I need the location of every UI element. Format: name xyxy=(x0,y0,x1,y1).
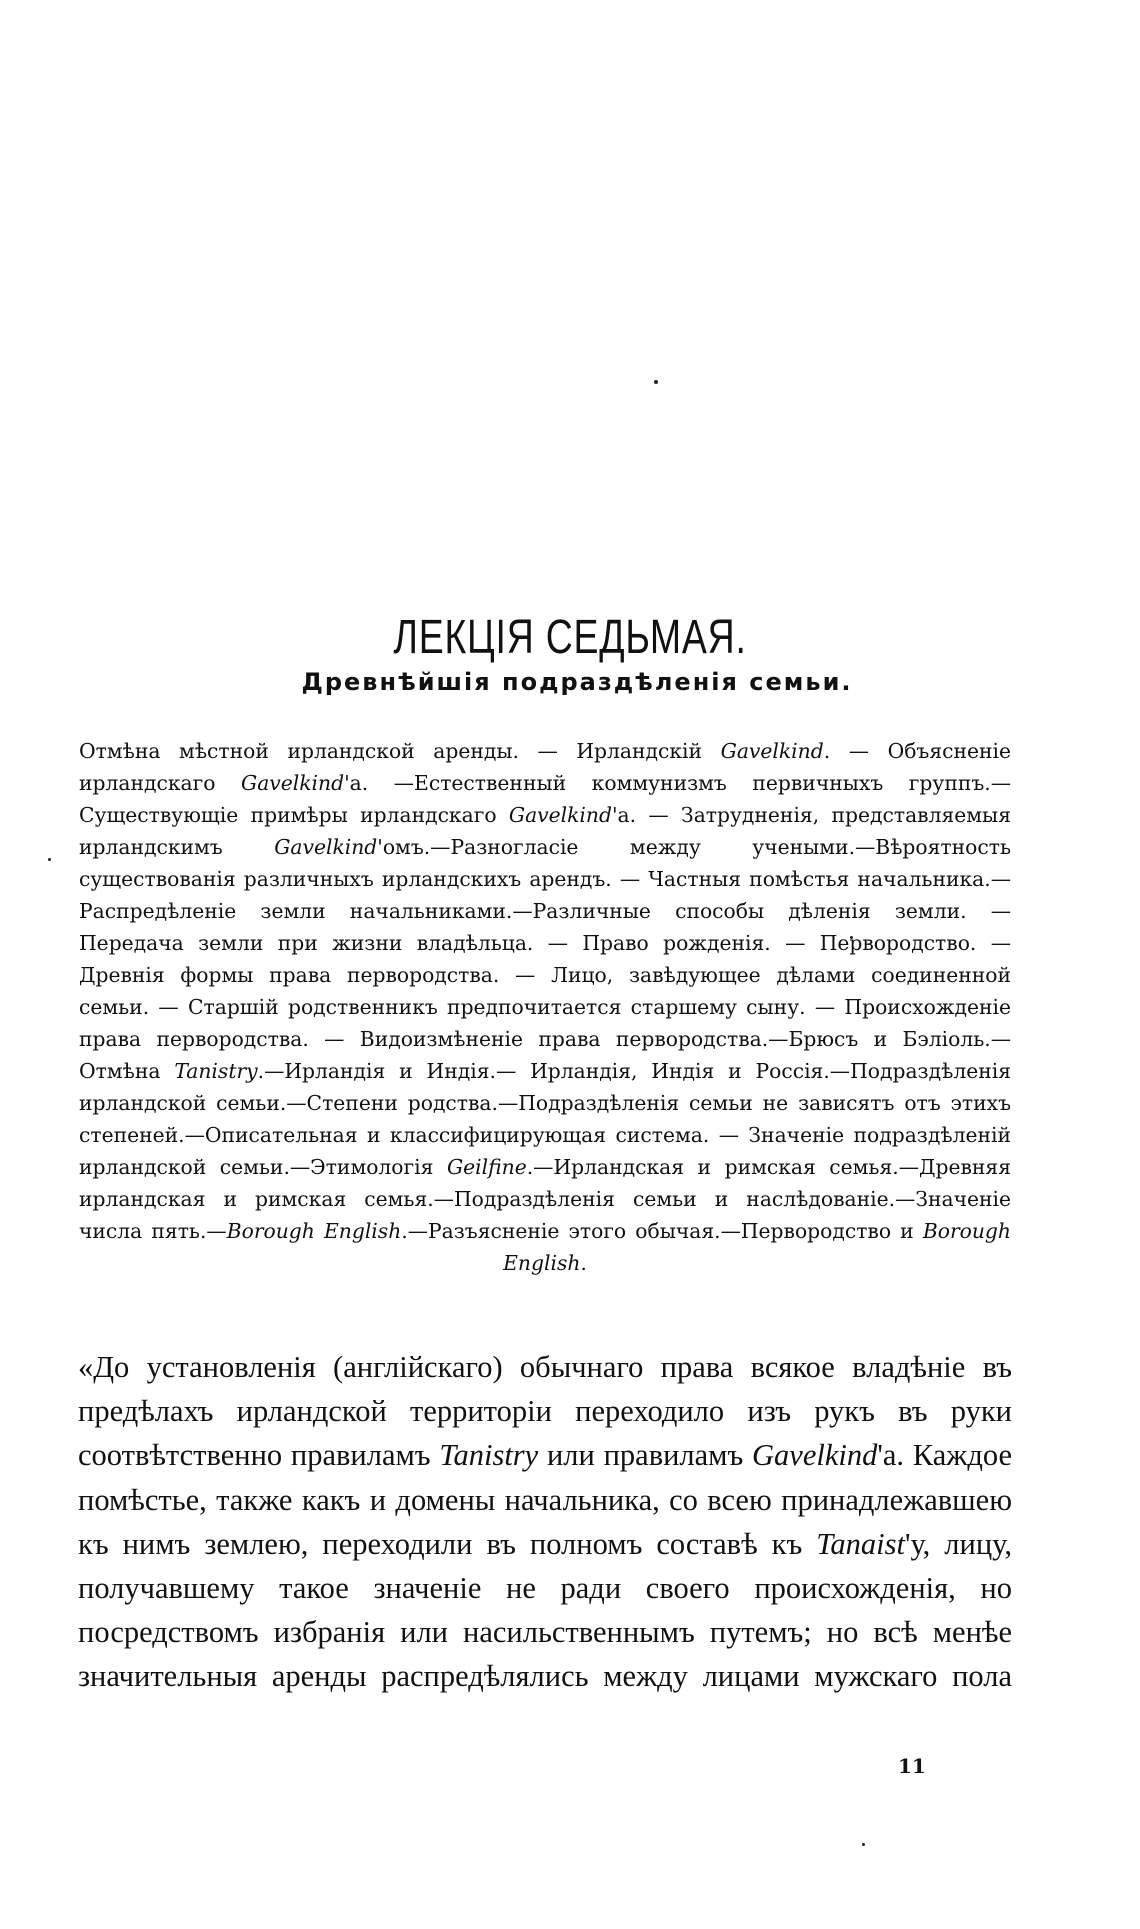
summary-text: .—Ирландская и римская семья.—Древняя ирландская и римская семья.—Подраздѣленія семьи и наслѣдованіе.—Значеніе числа пять.— xyxy=(79,1155,1011,1243)
summary-text: Отмѣна мѣстной ирландской аренды. — Ирландскій xyxy=(79,739,721,763)
lecture-summary xyxy=(79,735,1011,1279)
summary-italic-term: Gavelkind xyxy=(720,739,824,763)
body-text-run: 'у, лицу, получавшему такое значеніе не ради своего происхожденія, но посредствомъ избранія или насильственнымъ путемъ; но всѣ менѣе значительныя аренды распредѣлялись между лицами мужскаго пола xyxy=(78,1526,1012,1694)
body-paragraph xyxy=(78,1345,1012,1699)
body-text-run: 'а. Каждое помѣстье, также какъ и домены начальника, со всею принадлежавшею къ нимъ землею, переходили въ полномъ составѣ къ xyxy=(78,1438,1013,1561)
body-italic-term: Tanaist xyxy=(816,1526,905,1561)
summary-italic-term: Borough English xyxy=(226,1219,402,1243)
summary-text: . — Объясненіе ирландскаго xyxy=(79,739,1012,795)
print-speck xyxy=(48,858,51,861)
summary-text: 'а. — Затрудненія, представляемыя ирландскимъ xyxy=(79,803,1011,859)
summary-italic-term: Geilfine xyxy=(446,1155,527,1179)
page-number: 11 xyxy=(898,1754,926,1778)
body-text-run: «До установленія (англійскаго) обычнаго права всякое владѣніе въ предѣлахъ ирландской территоріи переходило изъ рукъ въ руки соотвѣтственно правиламъ xyxy=(78,1350,1012,1473)
summary-italic-term: Gavelkind xyxy=(241,771,345,795)
print-speck xyxy=(654,380,658,384)
summary-text: .—Ирландія и Индія.— Ирландія, Индія и Россія.—Подраздѣленія ирландской семьи.—Степени родства.—Подраздѣленія семьи не зависятъ отъ этихъ степеней.—Описательная и классифицирующая система. — Значеніе подраздѣленій ирландской семьи.—Этимологія xyxy=(79,1059,1011,1179)
body-italic-term: Gavelkind xyxy=(752,1438,878,1473)
summary-text: 'а. —Естественный коммунизмъ первичныхъ группъ.— Существующіе примѣры ирландскаго xyxy=(79,771,1012,827)
summary-text: .—Разъясненіе этого обычая.—Первородство и xyxy=(401,1219,923,1243)
body-italic-term: Tanistry xyxy=(439,1438,539,1473)
summary-italic-term: Tanistry xyxy=(174,1059,258,1083)
print-speck xyxy=(862,1843,865,1846)
summary-italic-term: Gavelkind xyxy=(274,835,378,859)
summary-text: 'омъ.—Разногласіе между учеными.—Вѣроятность существованія различныхъ ирландскихъ арендъ. — Частныя помѣстья начальника.—Распредѣленіе земли начальниками.—Различные способы дѣленія земли. — Передача земли при жизни владѣльца. — Право рожденія. — Первородство. — Древнія формы права первородства. — Лицо, завѣдующее дѣлами соединенной семьи. — Старшій родственникъ предпочитается старшему сыну. — Происхожденіе права первородства. — Видоизмѣненіе права первородства.—Брюсъ и Бэліоль.—Отмѣна xyxy=(79,835,1011,1083)
lecture-title: ЛЕКЦІЯ СЕДЬМАЯ. xyxy=(393,611,747,665)
lecture-subtitle: Древнѣйшія подраздѣленія семьи. xyxy=(301,668,853,696)
summary-italic-term: Borough English xyxy=(503,1219,1011,1275)
summary-text: . xyxy=(580,1251,587,1275)
body-text-run: или правиламъ xyxy=(538,1438,753,1473)
summary-italic-term: Gavelkind xyxy=(508,803,612,827)
